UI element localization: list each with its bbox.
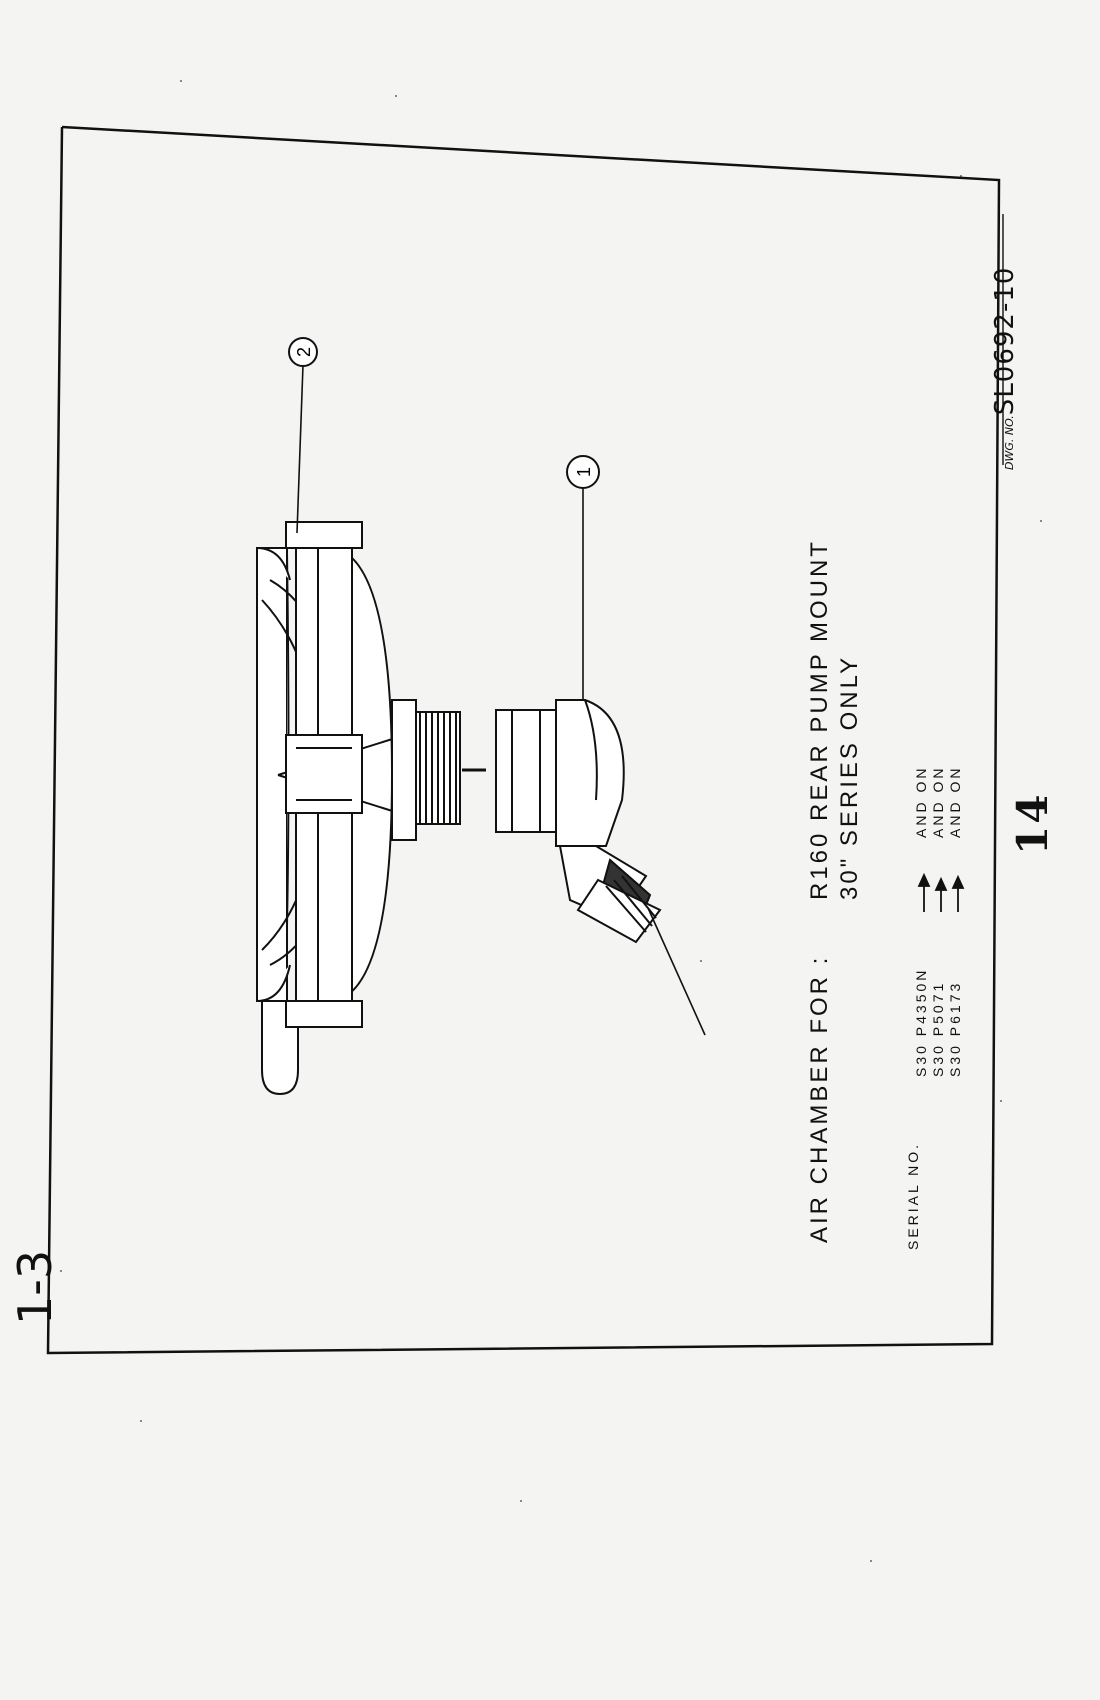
drawing-number-prefix: DWG. NO. [1003,415,1016,470]
threaded-outlet [392,700,460,840]
leader-outlet [648,908,705,1035]
serial-label: SERIAL NO. [905,1141,921,1250]
caption-model: R160 REAR PUMP MOUNT [806,539,833,900]
callout-number-1: 1 [574,466,594,478]
caption-label: AIR CHAMBER FOR : [806,954,833,1243]
serial-status-3: AND ON [947,765,963,838]
serial-number-3: S30 P6173 [947,980,963,1077]
drawing-number [990,267,1020,470]
serial-number-2: S30 P5071 [930,980,946,1077]
serial-number-1: S30 P4350N [913,967,929,1077]
elbow-fitting [496,700,660,942]
callout-number-2: 2 [294,346,314,358]
drawing-number-value: SL0692-10 [990,266,1020,416]
page-marker: 1-3 [8,1249,62,1325]
leader-part-2 [297,365,303,533]
serial-status-2: AND ON [930,765,946,838]
serial-arrows [919,875,963,912]
caption-series: 30" SERIES ONLY [836,654,863,900]
flange [286,522,362,1027]
serial-status-1: AND ON [913,765,929,838]
page-number: 14 [1008,792,1057,855]
